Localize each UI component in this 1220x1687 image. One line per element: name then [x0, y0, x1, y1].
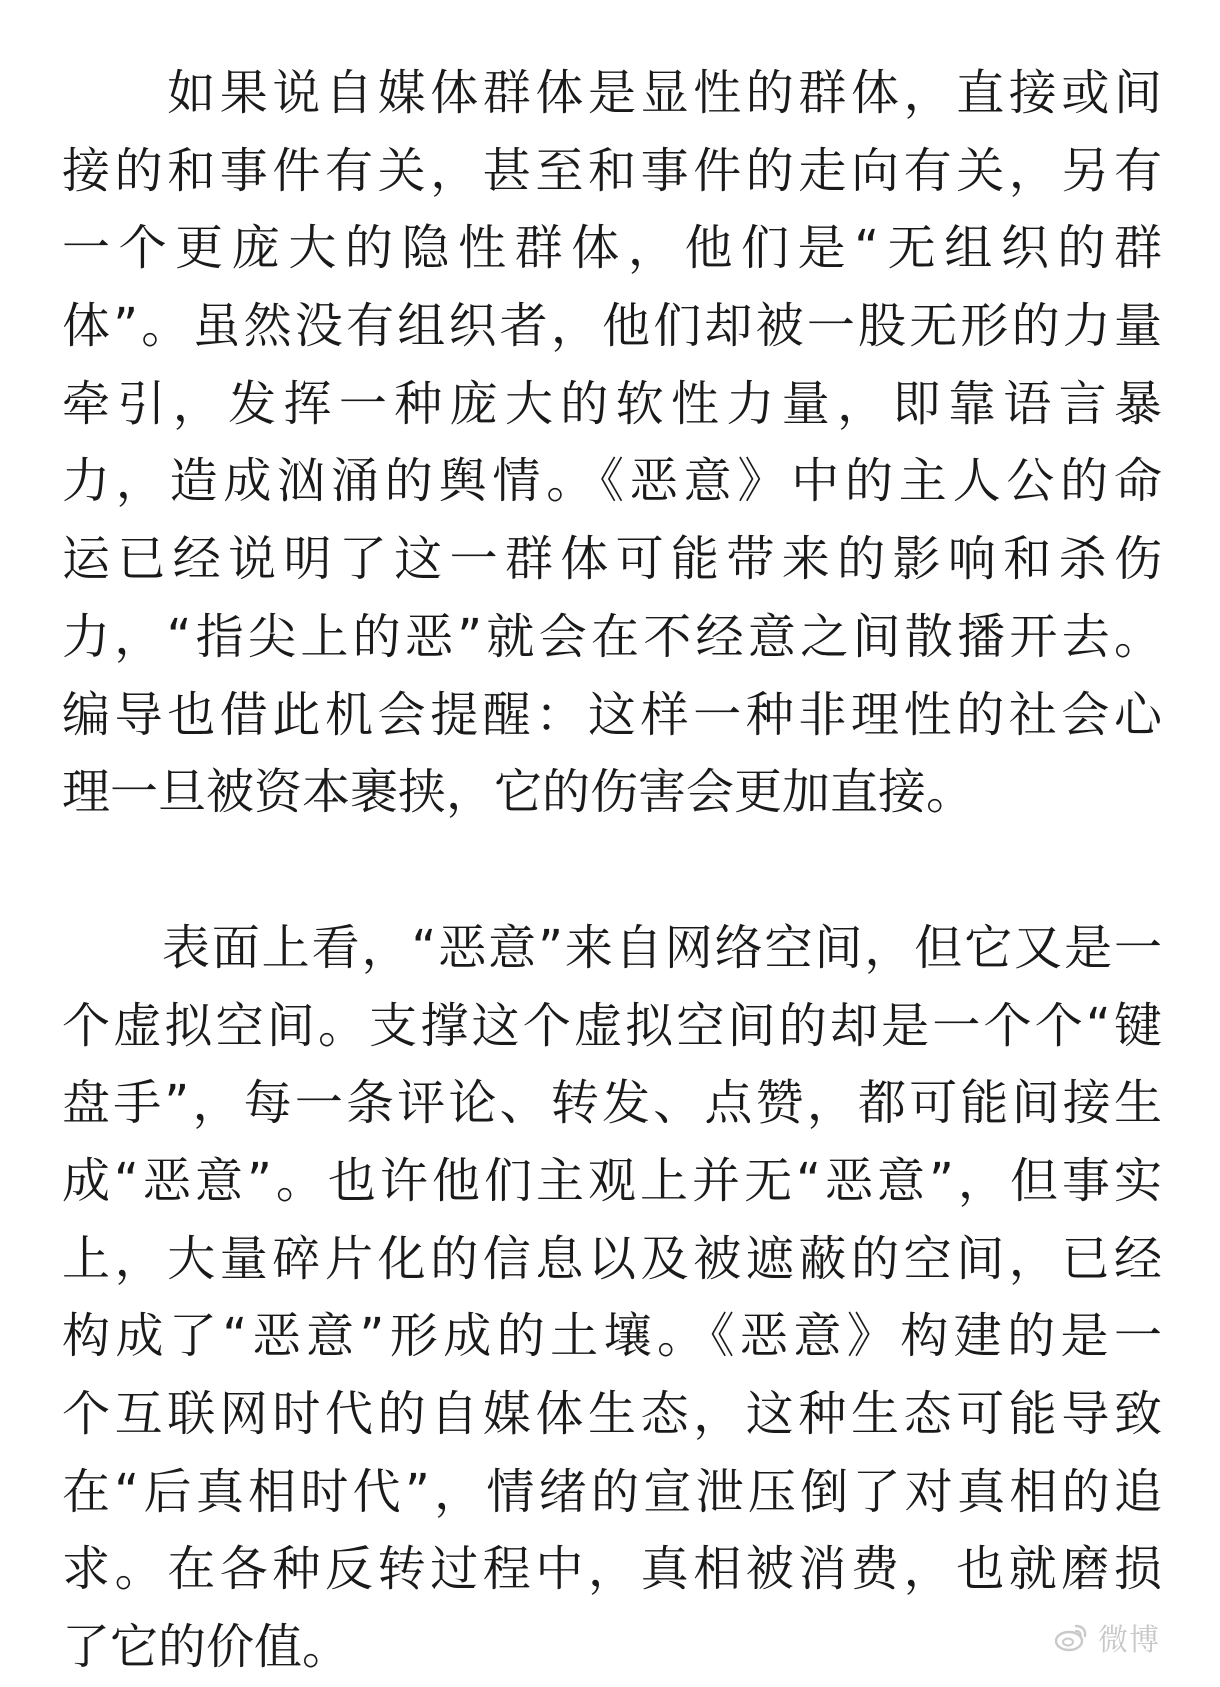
paragraph-2 — [62, 910, 1162, 1687]
text-line: 如果说自媒体群体是显性的群体，直接或间 — [62, 65, 1162, 121]
text-line: 力，“指尖上的恶”就会在不经意之间散播开去。 — [62, 608, 1162, 665]
text-line: 编导也借此机会提醒：这样一种非理性的社会心 — [62, 686, 1162, 743]
text-line: 构成了“恶意”形成的土壤。《恶意》构建的是一 — [62, 1308, 1162, 1365]
text-line: 体”。虽然没有组织者，他们却被一股无形的力量 — [62, 298, 1162, 355]
text-line: 表面上看，“恶意”来自网络空间，但它又是一 — [62, 919, 1162, 976]
text-line: 盘手”，每一条评论、转发、点赞，都可能间接生 — [62, 1075, 1162, 1132]
text-line: 上，大量碎片化的信息以及被遮蔽的空间，已经 — [62, 1230, 1162, 1287]
paragraph-gap — [62, 832, 1162, 910]
paragraph-1 — [62, 55, 1162, 832]
text-line: 牵引，发挥一种庞大的软性力量，即靠语言暴 — [62, 375, 1162, 432]
text-line: 求。在各种反转过程中，真相被消费，也就磨损 — [62, 1541, 1162, 1598]
weibo-watermark — [1054, 1615, 1160, 1659]
article-body — [62, 55, 1162, 1687]
text-line: 个互联网时代的自媒体生态，这种生态可能导致 — [62, 1386, 1162, 1442]
watermark-text: 微博 — [1098, 1624, 1160, 1657]
text-line: 成“恶意”。也许他们主观上并无“恶意”，但事实 — [62, 1152, 1162, 1209]
text-line: 在“后真相时代”，情绪的宣泄压倒了对真相的追 — [62, 1463, 1162, 1520]
weibo-logo-icon — [1054, 1622, 1088, 1652]
text-line: 了它的价值。 — [62, 1619, 351, 1676]
text-line: 力，造成汹涌的舆情。《恶意》中的主人公的命 — [62, 453, 1162, 510]
text-line: 一个更庞大的隐性群体，他们是“无组织的群 — [62, 220, 1162, 277]
text-line: 运已经说明了这一群体可能带来的影响和杀伤 — [62, 531, 1162, 588]
text-line: 接的和事件有关，甚至和事件的走向有关，另有 — [62, 142, 1162, 199]
text-line: 个虚拟空间。支撑这个虚拟空间的却是一个个“键 — [62, 997, 1162, 1054]
text-line: 理一旦被资本裹挟，它的伤害会更加直接。 — [62, 764, 975, 821]
